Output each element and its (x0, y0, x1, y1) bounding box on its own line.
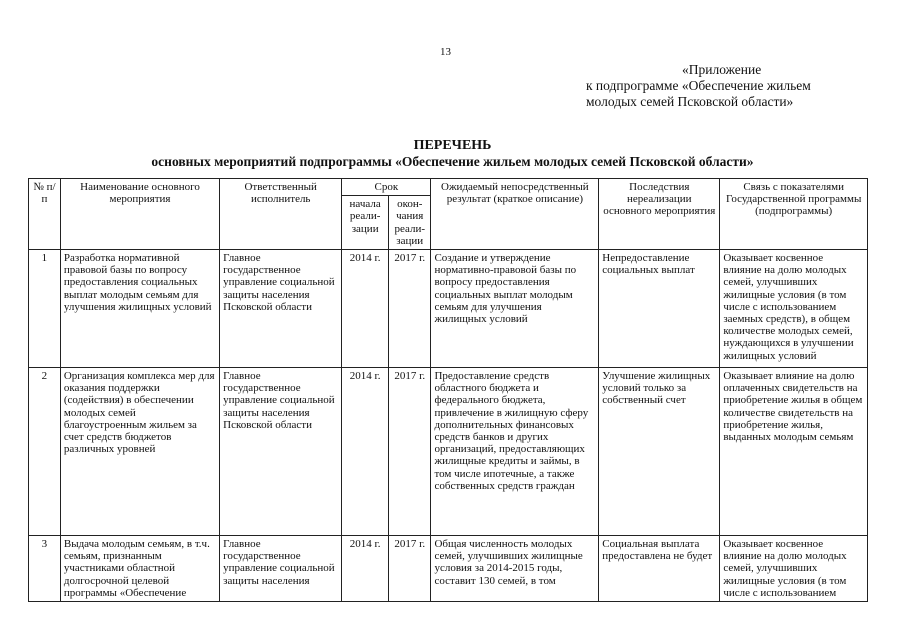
row-consequences: Непредоставление социальных выплат (599, 250, 720, 368)
row-link: Оказывает косвенное влияние на долю молодых семей, улучшивших жилищные условия (в том числе с использованием заемных средств), в общем количестве молодых семей, нуждающихся в улучшении жилищных условий (720, 250, 868, 368)
table-row (29, 250, 868, 368)
row-start: 2014 г. (342, 250, 389, 368)
row-result: Создание и утверждение нормативно-правовой базы по вопросу предоставления социальных выплат молодым семьям для улучшения жилищных условий (431, 250, 599, 368)
document-subtitle: основных мероприятий подпрограммы «Обеспечение жильем молодых семей Псковской области» (151, 154, 754, 169)
table-row (29, 536, 868, 602)
row-name: Организация комплекса мер для оказания поддержки (содействия) в обеспечении молодых семей благоустроенным жильем за счет средств бюджетов различных уровней (60, 368, 219, 536)
appendix-line-1: «Приложение (682, 62, 762, 77)
table-row (29, 368, 868, 536)
page-number: 13 (440, 46, 451, 58)
header-term: Срок (342, 179, 431, 196)
header-start: начала реали- зации (342, 196, 389, 250)
row-num: 3 (29, 536, 61, 602)
row-num: 1 (29, 250, 61, 368)
row-result: Общая численность молодых семей, улучшивших жилищные условия за 2014-2015 годы, составит 130 семей, в том (431, 536, 599, 602)
appendix-line-3: молодых семей Псковской области» (586, 94, 794, 109)
row-name: Выдача молодым семьям, в т.ч. семьям, признанным участниками областной долгосрочной целевой программы «Обеспечение (60, 536, 219, 602)
row-link: Оказывает влияние на долю оплаченных свидетельств на приобретение жилья в общем количестве свидетельств на приобретение жилья, выданных молодым семьям (720, 368, 868, 536)
header-consequences: Последствия нереализации основного мероприятия (599, 179, 720, 250)
row-consequences: Социальная выплата предоставлена не будет (599, 536, 720, 602)
header-name: Наименование основного мероприятия (60, 179, 219, 250)
row-start: 2014 г. (342, 368, 389, 536)
header-end: окон- чания реали- зации (389, 196, 431, 250)
row-responsible: Главное государственное управление социальной защиты населения Псковской области (220, 250, 342, 368)
measures-table (28, 178, 868, 602)
row-end: 2017 г. (389, 536, 431, 602)
header-responsible: Ответственный исполнитель (220, 179, 342, 250)
appendix-note (586, 62, 886, 110)
row-link: Оказывает косвенное влияние на долю молодых семей, улучшивших жилищные условия (в том числе с использованием (720, 536, 868, 602)
appendix-line-2: к подпрограмме «Обеспечение жильем (586, 78, 811, 93)
row-consequences: Улучшение жилищных условий только за собственный счет (599, 368, 720, 536)
row-end: 2017 г. (389, 250, 431, 368)
row-end: 2017 г. (389, 368, 431, 536)
header-num: № п/п (29, 179, 61, 250)
row-result: Предоставление средств областного бюджета и федерального бюджета, привлечение в жилищную сферу дополнительных финансовых средств банков и других организаций, предоставляющих жилищные кредиты и займы, в том числе ипотечные, а также собственных средств граждан (431, 368, 599, 536)
document-title: ПЕРЕЧЕНЬ (413, 138, 492, 153)
header-link: Связь с показателями Государственной программы (подпрограммы) (720, 179, 868, 250)
header-row (29, 179, 868, 196)
header-result: Ожидаемый непосредственный результат (краткое описание) (431, 179, 599, 250)
row-name: Разработка нормативной правовой базы по вопросу предоставления социальных выплат молодым семьям для улучшения жилищных условий (60, 250, 219, 368)
row-num: 2 (29, 368, 61, 536)
row-responsible: Главное государственное управление социальной защиты населения Псковской области (220, 368, 342, 536)
row-start: 2014 г. (342, 536, 389, 602)
row-responsible: Главное государственное управление социальной защиты населения (220, 536, 342, 602)
